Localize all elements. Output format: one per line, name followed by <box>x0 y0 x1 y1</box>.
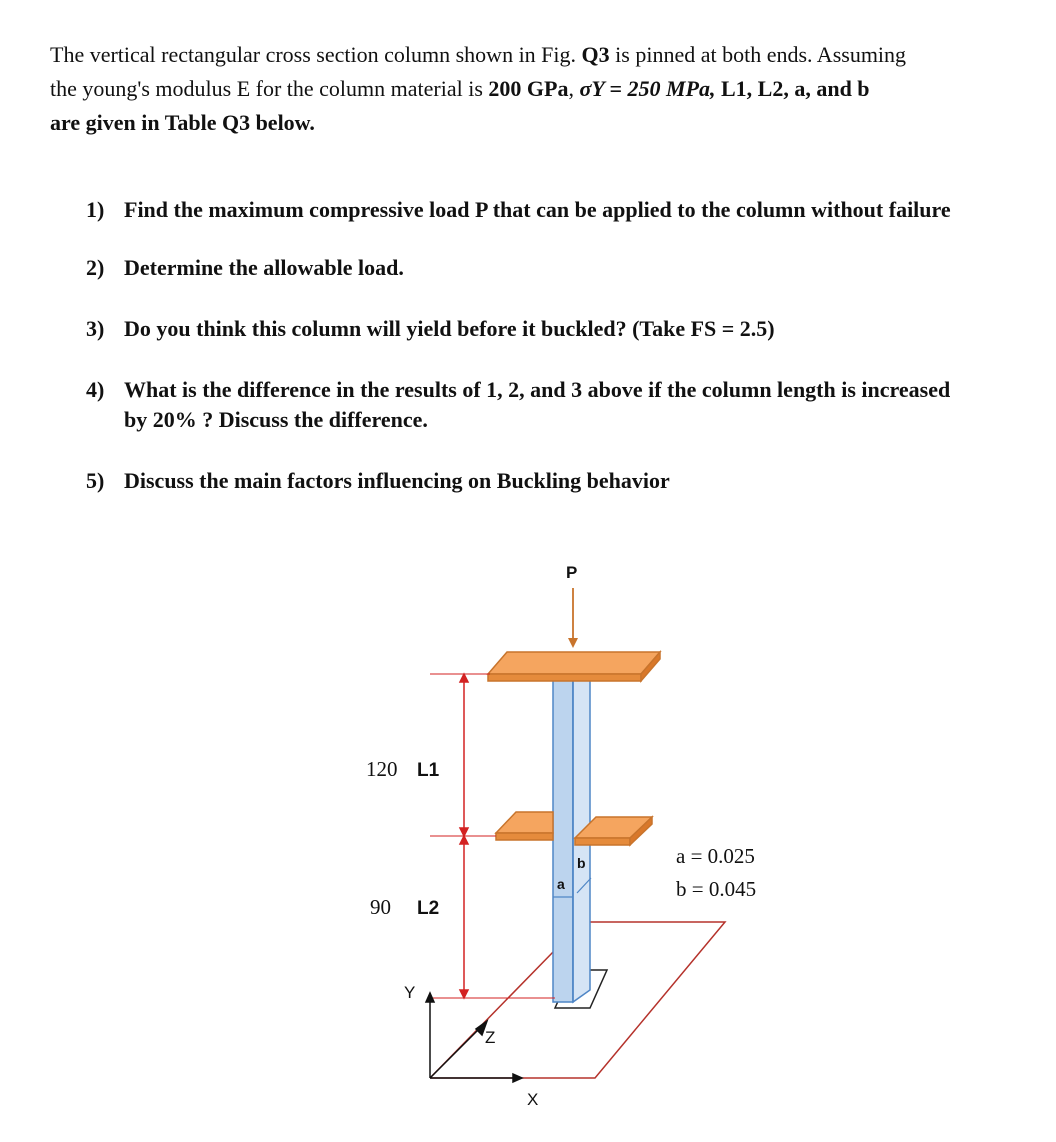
question-number: 3) <box>86 316 105 341</box>
a-dim-label: a <box>557 876 565 892</box>
l1-label: L1 <box>417 760 440 781</box>
intro-text: , <box>568 76 580 101</box>
given-params: L1, L2, a, and b <box>715 76 870 101</box>
figure-ref: Q3 <box>581 42 610 67</box>
axis-z-label: Z <box>485 1028 496 1047</box>
question-text: Discuss the main factors influencing on Buckling behavior <box>124 468 670 493</box>
axes <box>426 993 522 1082</box>
question-number: 1) <box>86 197 105 222</box>
a-value: a = 0.025 <box>676 844 755 868</box>
axis-x-label: X <box>527 1090 539 1109</box>
b-value: b = 0.045 <box>676 877 757 901</box>
l2-label: L2 <box>417 898 440 919</box>
l2-value: 90 <box>370 895 391 919</box>
b-dim-label: b <box>577 855 586 871</box>
l1-value: 120 <box>366 757 398 781</box>
intro-text: are given in Table Q3 below. <box>50 110 315 135</box>
intro-text: The vertical rectangular cross section column shown in Fig. <box>50 42 582 67</box>
question-text: Determine the allowable load. <box>124 255 404 280</box>
question-text: Find the maximum compressive load P that can be applied to the column without failure <box>124 197 951 222</box>
yield-stress: σY = 250 MPa, <box>579 76 716 101</box>
question-text: Do you think this column will yield before it buckled? (Take FS = 2.5) <box>124 316 775 341</box>
question-number: 2) <box>86 255 105 280</box>
question-number: 5) <box>86 468 105 493</box>
modulus-value: 200 GPa <box>488 76 569 101</box>
intro-text: is pinned at both ends. Assuming <box>609 42 907 67</box>
intro-text: the young's modulus E for the column material is <box>50 76 489 101</box>
question-text-continued: by 20% ? Discuss the difference. <box>124 407 428 432</box>
brace-plate-left <box>496 812 553 840</box>
top-plate <box>488 652 660 681</box>
load-label: P <box>566 563 578 582</box>
axis-y-label: Y <box>404 983 416 1002</box>
load-arrow <box>568 588 578 648</box>
question-number: 4) <box>86 377 105 402</box>
question-text: What is the difference in the results of 1, 2, and 3 above if the column length is increased <box>124 377 951 402</box>
